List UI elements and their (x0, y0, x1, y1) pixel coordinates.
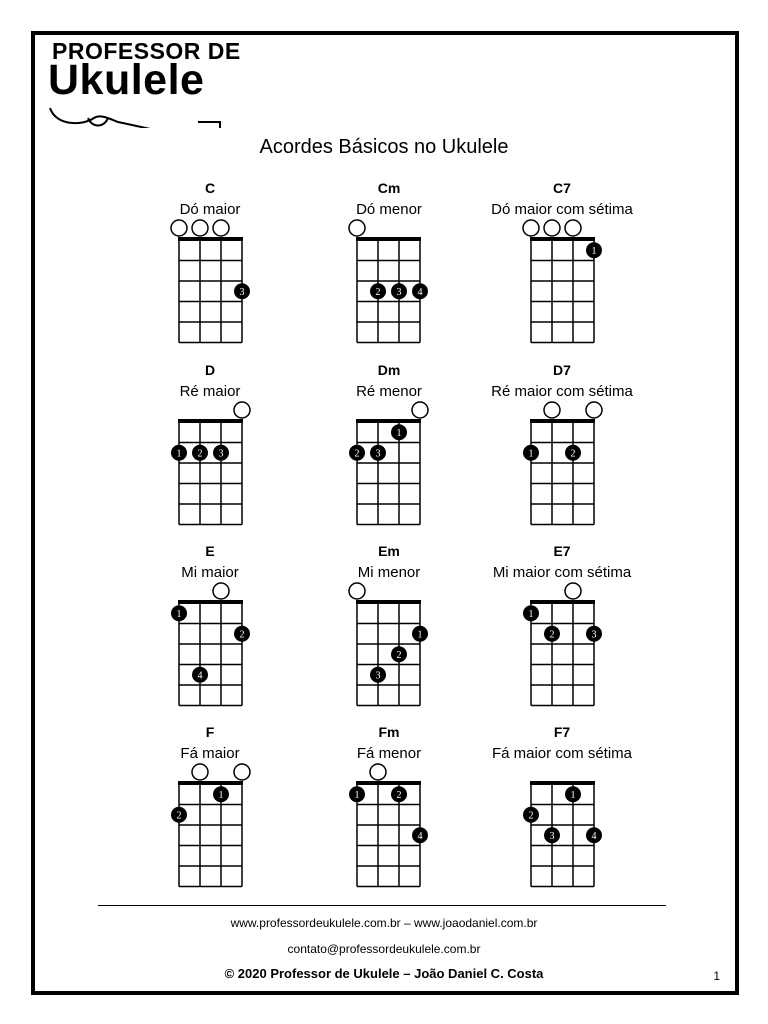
finger-dot (192, 667, 208, 683)
finger-number: 3 (239, 286, 245, 298)
ukulele-outline-icon (48, 78, 228, 128)
nut-bar (530, 600, 595, 604)
chord-c7 (477, 180, 647, 345)
chord-name: C7 (553, 180, 571, 196)
nut-bar (530, 419, 595, 423)
finger-dot (370, 283, 386, 299)
finger-number: 1 (528, 448, 534, 460)
finger-number: 1 (176, 448, 182, 460)
open-string-marker (544, 402, 560, 418)
finger-number: 3 (396, 286, 402, 298)
finger-dot (586, 827, 602, 843)
finger-number: 1 (354, 789, 360, 801)
logo-line1: PROFESSOR DE (52, 38, 241, 64)
finger-number: 3 (591, 629, 597, 641)
finger-number: 2 (176, 810, 182, 822)
finger-dot (565, 445, 581, 461)
chord-description: Mi maior com sétima (492, 564, 632, 581)
chord-diagram (304, 362, 474, 527)
finger-dot (391, 424, 407, 440)
open-string-marker (349, 220, 365, 236)
chord-name: Dm (377, 362, 401, 378)
finger-number: 2 (375, 286, 381, 298)
chord-diagram (125, 724, 295, 889)
page-number: 1 (713, 969, 720, 983)
chord-name: E7 (553, 543, 571, 559)
chord-diagram (304, 724, 474, 889)
finger-number: 3 (549, 830, 555, 842)
chord-d7 (477, 362, 647, 527)
chord-f (125, 724, 295, 889)
chord-description: Dó maior com sétima (491, 201, 633, 218)
finger-number: 1 (528, 608, 534, 620)
chord-diagram (125, 543, 295, 708)
chord-dm (304, 362, 474, 527)
open-string-marker (349, 583, 365, 599)
finger-number: 3 (375, 448, 381, 460)
chord-description: Fá menor (356, 745, 422, 762)
finger-dot (192, 445, 208, 461)
finger-dot (213, 786, 229, 802)
finger-number: 1 (218, 789, 224, 801)
finger-dot (349, 786, 365, 802)
finger-number: 2 (239, 629, 245, 641)
chord-name: Cm (377, 180, 401, 196)
nut-bar (356, 600, 421, 604)
chord-description: Mi menor (357, 564, 421, 581)
open-string-marker (213, 220, 229, 236)
open-string-marker (523, 220, 539, 236)
finger-dot (565, 786, 581, 802)
chord-f7 (477, 724, 647, 889)
open-string-marker (565, 583, 581, 599)
open-string-marker (234, 402, 250, 418)
logo-line2: Ukulele (48, 56, 205, 104)
finger-number: 4 (591, 830, 597, 842)
finger-number: 2 (549, 629, 555, 641)
chord-diagram (477, 543, 647, 708)
chord-e7 (477, 543, 647, 708)
chord-name: E (205, 543, 215, 559)
finger-dot (544, 827, 560, 843)
open-string-marker (192, 764, 208, 780)
logo (48, 38, 241, 128)
finger-dot (523, 605, 539, 621)
nut-bar (178, 781, 243, 785)
finger-dot (171, 807, 187, 823)
chord-name: Em (378, 543, 400, 559)
finger-number: 1 (591, 245, 597, 257)
finger-dot (391, 646, 407, 662)
nut-bar (530, 237, 595, 241)
footer-contact: contato@professordeukulele.com.br (287, 942, 481, 956)
finger-number: 2 (528, 810, 534, 822)
finger-dot (370, 667, 386, 683)
open-string-marker (192, 220, 208, 236)
footer-copyright: © 2020 Professor de Ukulele – João Daniel C. Costa (224, 966, 544, 981)
chord-diagram (304, 543, 474, 708)
nut-bar (530, 781, 595, 785)
chord-description: Fá maior com sétima (491, 745, 633, 762)
open-string-marker (370, 764, 386, 780)
chord-e (125, 543, 295, 708)
chord-em (304, 543, 474, 708)
finger-dot (586, 626, 602, 642)
footer-divider (98, 905, 666, 906)
finger-dot (412, 283, 428, 299)
finger-dot (234, 283, 250, 299)
open-string-marker (213, 583, 229, 599)
finger-number: 1 (417, 629, 423, 641)
page-title: Acordes Básicos no Ukulele (259, 136, 509, 158)
chord-description: Ré maior (179, 383, 241, 400)
chord-description: Fá maior (180, 745, 240, 762)
finger-number: 1 (570, 789, 576, 801)
chord-diagram (477, 724, 647, 889)
finger-number: 3 (218, 448, 224, 460)
finger-number: 2 (197, 448, 203, 460)
nut-bar (178, 419, 243, 423)
chord-cm (304, 180, 474, 345)
chord-name: C (204, 180, 216, 196)
finger-dot (391, 786, 407, 802)
chord-c (125, 180, 295, 345)
chord-diagram (477, 362, 647, 527)
finger-number: 4 (417, 830, 423, 842)
chord-name: Fm (378, 724, 400, 740)
chord-diagram (304, 180, 474, 345)
chord-name: F (205, 724, 215, 740)
finger-number: 4 (417, 286, 423, 298)
footer-links: www.professordeukulele.com.br – www.joaodaniel.com.br (230, 916, 538, 930)
nut-bar (356, 237, 421, 241)
nut-bar (178, 237, 243, 241)
finger-number: 2 (570, 448, 576, 460)
chord-name: D (204, 362, 216, 378)
finger-number: 4 (197, 670, 203, 682)
finger-dot (412, 827, 428, 843)
chord-d (125, 362, 295, 527)
chord-description: Ré maior com sétima (491, 383, 633, 400)
finger-dot (544, 626, 560, 642)
open-string-marker (544, 220, 560, 236)
finger-dot (412, 626, 428, 642)
chord-description: Ré menor (356, 383, 422, 400)
chord-fm (304, 724, 474, 889)
finger-dot (523, 807, 539, 823)
open-string-marker (565, 220, 581, 236)
chord-description: Dó menor (356, 201, 422, 218)
finger-dot (523, 445, 539, 461)
nut-bar (356, 781, 421, 785)
open-string-marker (171, 220, 187, 236)
finger-number: 1 (176, 608, 182, 620)
open-string-marker (412, 402, 428, 418)
finger-dot (213, 445, 229, 461)
finger-number: 2 (396, 649, 402, 661)
chord-description: Dó maior (179, 201, 241, 218)
finger-dot (391, 283, 407, 299)
chord-name: F7 (553, 724, 571, 740)
nut-bar (356, 419, 421, 423)
open-string-marker (234, 764, 250, 780)
chord-diagram (125, 180, 295, 345)
nut-bar (178, 600, 243, 604)
chord-diagram (477, 180, 647, 345)
finger-number: 2 (354, 448, 360, 460)
chord-description: Mi maior (181, 564, 239, 581)
chord-name: D7 (553, 362, 571, 378)
finger-dot (586, 242, 602, 258)
finger-number: 3 (375, 670, 381, 682)
open-string-marker (586, 402, 602, 418)
finger-number: 1 (396, 427, 402, 439)
finger-dot (370, 445, 386, 461)
finger-number: 2 (396, 789, 402, 801)
finger-dot (171, 605, 187, 621)
finger-dot (234, 626, 250, 642)
finger-dot (349, 445, 365, 461)
finger-dot (171, 445, 187, 461)
chord-diagram (125, 362, 295, 527)
